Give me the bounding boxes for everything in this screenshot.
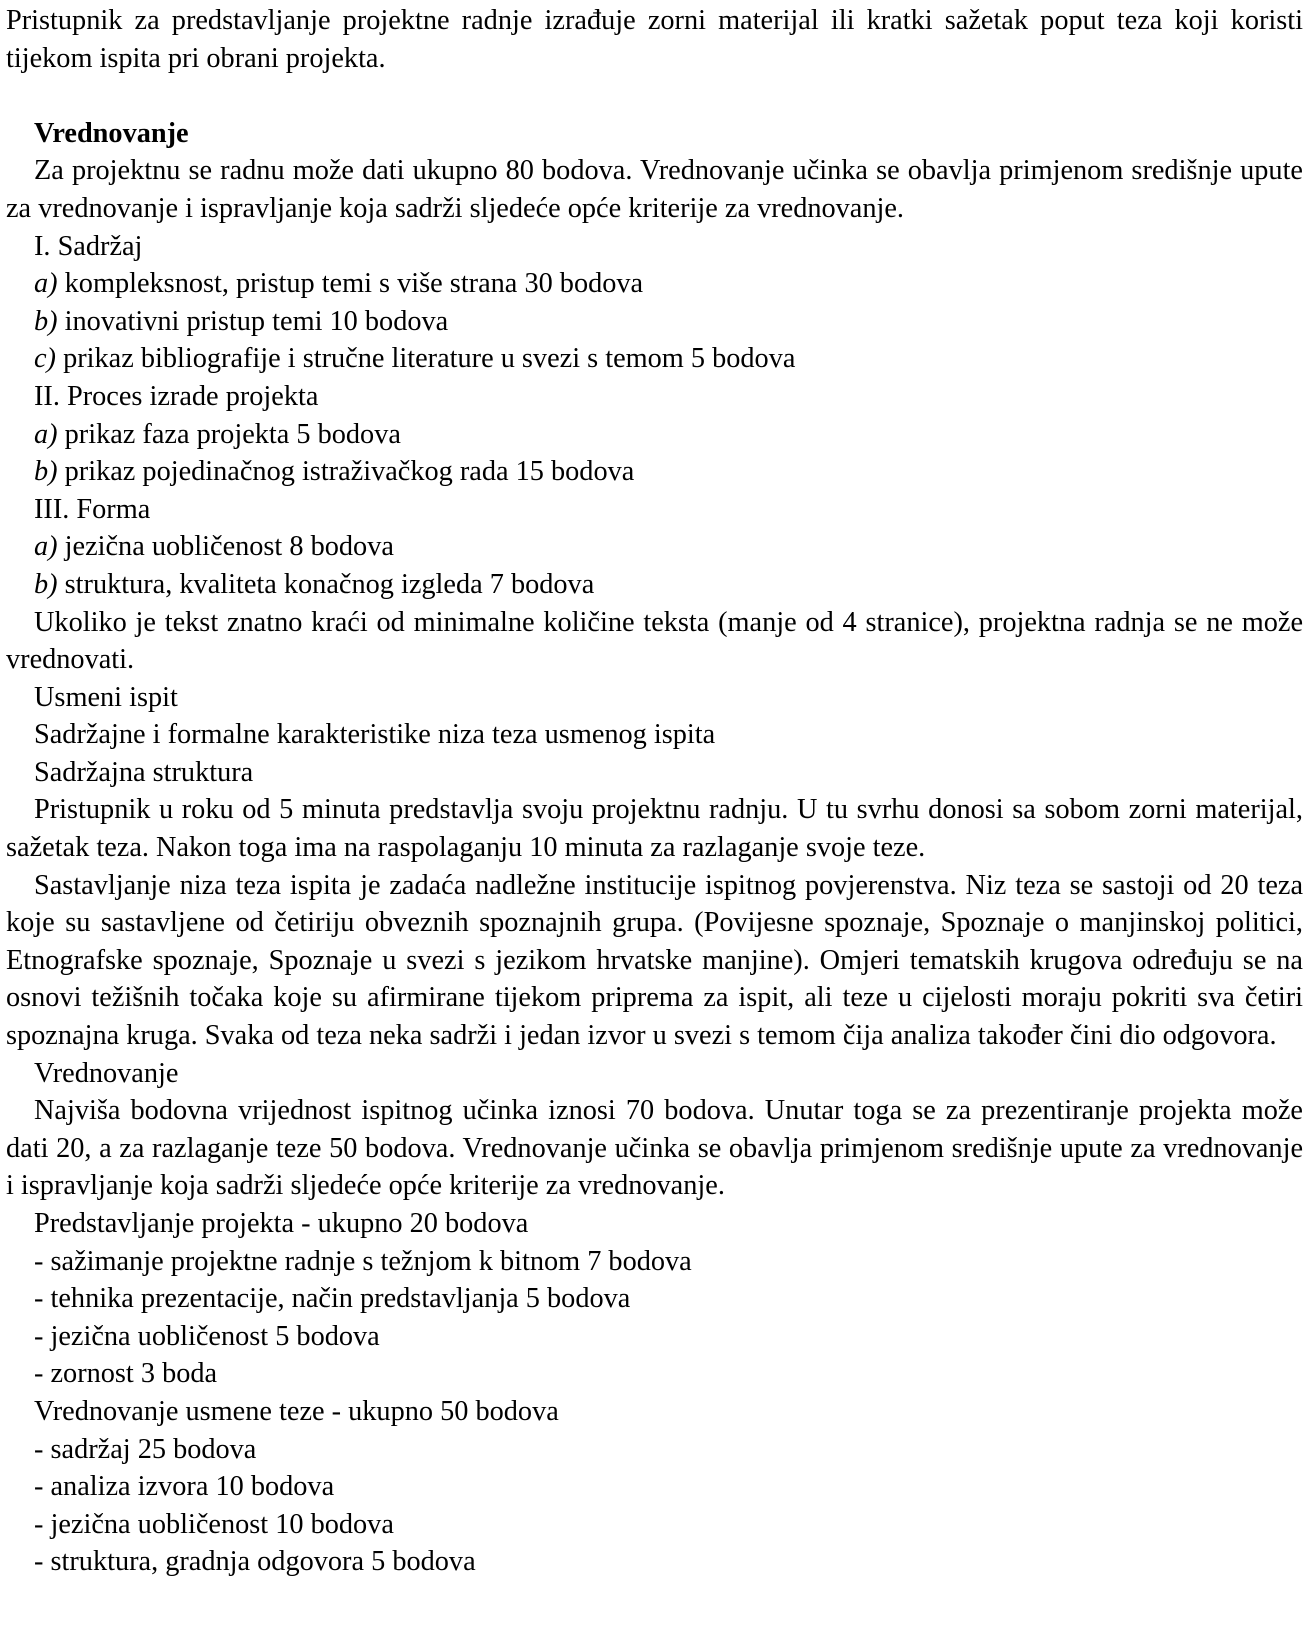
item-letter: b): [34, 456, 58, 488]
vrednovanje-heading: Vrednovanje: [34, 117, 189, 149]
item-text: struktura, kvaliteta konačnog izgleda 7 bodova: [64, 568, 595, 600]
oral-thesis-item: - struktura, gradnja odgovora 5 bodova: [34, 1546, 476, 1578]
oral-thesis-item: - analiza izvora 10 bodova: [34, 1471, 335, 1503]
criterion-item: [6, 416, 1303, 454]
item-letter: c): [34, 343, 56, 375]
oral-thesis-item: - sadržaj 25 bodova: [34, 1433, 257, 1465]
presentation-item: - tehnika prezentacije, način predstavljanja 5 bodova: [34, 1283, 631, 1315]
item-text: prikaz pojedinačnog istraživačkog rada 15 bodova: [64, 456, 635, 488]
criterion-item: [6, 453, 1303, 491]
item-text: kompleksnost, pristup temi s više strana 30 bodova: [64, 268, 644, 300]
item-text: jezična uobličenost 8 bodova: [64, 531, 394, 563]
theses-paragraph: Sastavljanje niza teza ispita je zadaća nadležne institucije ispitnog povjerenstva. Niz teza se sastoji od 20 teza koje su sastavljene od četiriju obveznih spoznajnih grupa. (Povijesne spoznaje, Spoznaje o manjinskoj politici, Etnografske spoznaje, Spoznaje u svezi s jezikom hrvatske manjine). Omjeri tematskih krugova određuju se na osnovi težišnih točaka koje su afirmirane tijekom priprema za ispit, ali teze u cijelosti moraju pokriti sva četiri spoznajna kruga. Svaka od teza neka sadrži i jedan izvor u svezi s temom čija analiza također čini dio odgovora.: [6, 869, 1303, 1052]
intro-paragraph: Pristupnik za predstavljanje projektne radnje izrađuje zorni materijal ili kratki sažetak poput teza koji koristi tijekom ispita pri obrani projekta.: [6, 5, 1303, 74]
oral-exam-subtitle: Sadržajne i formalne karakteristike niza teza usmenog ispita: [34, 719, 716, 751]
content-structure-title: Sadržajna struktura: [34, 756, 254, 788]
content-structure-paragraph: Pristupnik u roku od 5 minuta predstavlja svoju projektnu radnju. U tu svrhu donosi sa sobom zorni materijal, sažetak teza. Nakon toga ima na raspolaganju 10 minuta za razlaganje svoje teze.: [6, 794, 1303, 864]
section-1-title: I. Sadržaj: [34, 230, 143, 262]
oral-thesis-title: Vrednovanje usmene teze - ukupno 50 bodova: [34, 1395, 559, 1427]
oral-vrednovanje-paragraph: Najviša bodovna vrijednost ispitnog učinka iznosi 70 bodova. Unutar toga se za prezentiranje projekta može dati 20, a za razlaganje teze 50 bodova. Vrednovanje učinka se obavlja primjenom središnje upute za vrednovanje i ispravljanje koja sadrži sljedeće opće kriterije za vrednovanje.: [6, 1095, 1303, 1202]
presentation-item: - zornost 3 boda: [34, 1358, 218, 1390]
item-text: inovativni pristup temi 10 bodova: [64, 305, 449, 337]
item-text: prikaz faza projekta 5 bodova: [64, 418, 401, 450]
section-3-title: III. Forma: [34, 493, 151, 525]
presentation-title: Predstavljanje projekta - ukupno 20 bodova: [34, 1208, 529, 1239]
criterion-item: [6, 303, 1303, 341]
criterion-item: [6, 528, 1303, 566]
presentation-item: - sažimanje projektne radnje s težnjom k bitnom 7 bodova: [34, 1245, 692, 1277]
blank-line: [6, 77, 1303, 115]
item-letter: b): [34, 305, 58, 337]
item-letter: a): [34, 268, 58, 300]
vrednovanje-paragraph: Za projektnu se radnu može dati ukupno 80 bodova. Vrednovanje učinka se obavlja primjenom središnje upute za vrednovanje i ispravljanje koja sadrži sljedeće opće kriterije za vrednovanje.: [6, 155, 1303, 224]
criterion-item: [6, 340, 1303, 378]
oral-thesis-item: - jezična uobličenost 10 bodova: [34, 1508, 394, 1540]
presentation-item: - jezična uobličenost 5 bodova: [34, 1320, 380, 1352]
criterion-item: [6, 566, 1303, 604]
item-letter: a): [34, 418, 58, 450]
oral-exam-title: Usmeni ispit: [34, 681, 178, 713]
criterion-item: [6, 265, 1303, 303]
item-letter: b): [34, 568, 58, 600]
oral-vrednovanje-title: Vrednovanje: [34, 1057, 179, 1089]
item-letter: a): [34, 531, 58, 563]
min-text-paragraph: Ukoliko je tekst znatno kraći od minimalne količine teksta (manje od 4 stranice), projektna radnja se ne može vrednovati.: [6, 606, 1303, 676]
item-text: prikaz bibliografije i stručne literature u svezi s temom 5 bodova: [63, 343, 796, 375]
section-2-title: II. Proces izrade projekta: [34, 380, 319, 412]
